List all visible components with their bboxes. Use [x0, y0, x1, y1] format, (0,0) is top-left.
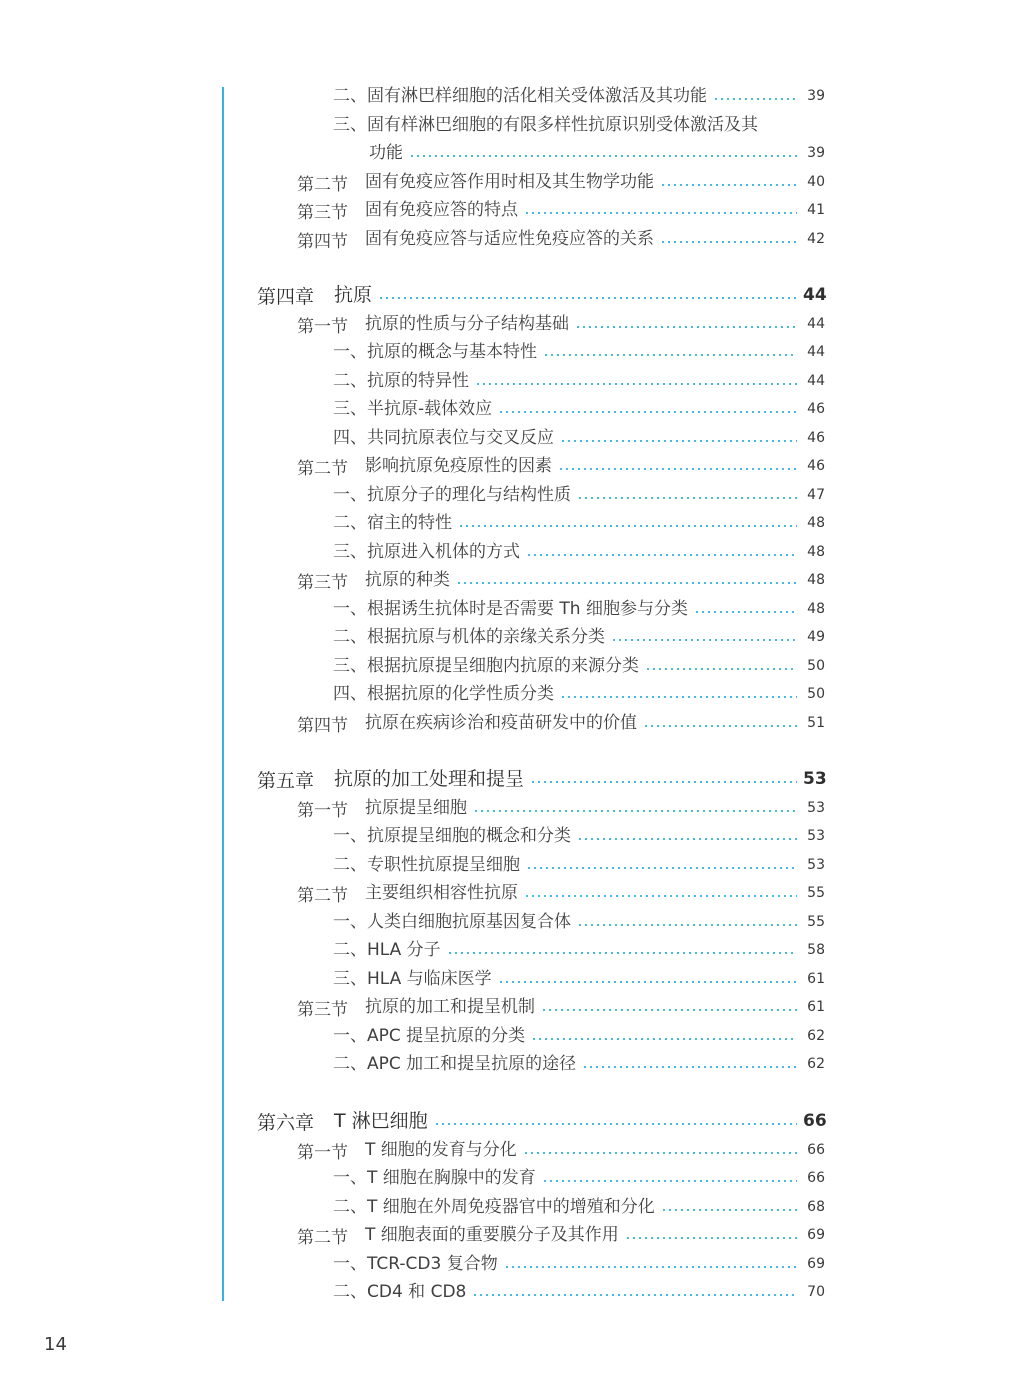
toc-page-number: 62: [807, 1056, 825, 1072]
toc-page-number: 44: [807, 344, 825, 360]
dot-leader: [541, 1009, 797, 1011]
toc-item[interactable]: [333, 82, 825, 110]
toc-page-number: 48: [807, 601, 825, 617]
toc-section[interactable]: [297, 1136, 825, 1164]
toc-item-label: 三、固有样淋巴细胞的有限多样性抗原识别受体激活及其: [333, 115, 758, 135]
toc-page-number: 50: [807, 686, 825, 702]
dot-leader: [660, 241, 797, 243]
toc-section[interactable]: [297, 196, 825, 224]
toc-page-number: 46: [807, 458, 825, 474]
toc-page-number: 48: [807, 572, 825, 588]
section-number: 第二节: [297, 458, 348, 479]
toc-item-label: 二、APC 加工和提呈抗原的途径: [333, 1054, 577, 1074]
toc-item-label: 二、固有淋巴样细胞的活化相关受体激活及其功能: [333, 86, 707, 106]
section-number: 第二节: [297, 885, 348, 906]
toc-page-number: 53: [803, 769, 827, 789]
toc-section[interactable]: [297, 168, 825, 196]
toc-item[interactable]: [333, 1250, 825, 1278]
dot-leader: [694, 611, 797, 613]
section-number: 第三节: [297, 999, 348, 1020]
toc-item[interactable]: [333, 965, 825, 993]
toc-item[interactable]: [333, 1022, 825, 1050]
dot-leader: [577, 924, 797, 926]
dot-leader: [524, 212, 797, 214]
dot-leader: [643, 725, 797, 727]
toc-page-number: 40: [807, 174, 825, 190]
toc-item[interactable]: [333, 367, 825, 395]
dot-leader: [458, 525, 797, 527]
toc-page-number: 66: [807, 1170, 825, 1186]
section-title: 影响抗原免疫原性的因素: [365, 456, 552, 476]
dot-leader: [660, 184, 797, 186]
dot-leader: [531, 1038, 797, 1040]
toc-page-number: 47: [807, 487, 825, 503]
dot-leader: [498, 411, 797, 413]
margin-rule: [222, 87, 224, 1301]
toc-chapter[interactable]: [257, 281, 825, 309]
toc-page-number: 49: [807, 629, 825, 645]
toc-section[interactable]: [297, 225, 825, 253]
chapter-title: 抗原的加工处理和提呈: [334, 768, 525, 790]
toc-section[interactable]: [297, 566, 825, 594]
toc-section[interactable]: [297, 993, 825, 1021]
chapter-number: 第五章: [257, 769, 315, 792]
toc-item-label: 二、HLA 分子: [333, 940, 441, 960]
toc-item-label: 一、抗原提呈细胞的概念和分类: [333, 826, 571, 846]
toc-item-label: 三、半抗原-载体效应: [333, 399, 493, 419]
toc-section[interactable]: [297, 1221, 825, 1249]
dot-leader: [560, 440, 797, 442]
chapter-title: 抗原: [334, 284, 373, 306]
toc-page-number: 53: [807, 800, 825, 816]
toc-item-label: 一、抗原的概念与基本特性: [333, 342, 537, 362]
section-title: 固有免疫应答与适应性免疫应答的关系: [365, 229, 654, 249]
toc-section[interactable]: [297, 879, 825, 907]
toc-item-label: 三、抗原进入机体的方式: [333, 542, 520, 562]
toc-item-label: 一、抗原分子的理化与结构性质: [333, 485, 571, 505]
toc-item[interactable]: [333, 652, 825, 680]
toc-page-number: 69: [807, 1256, 825, 1272]
toc-page-number: 61: [807, 971, 825, 987]
toc-item[interactable]: [333, 908, 825, 936]
toc-page-number: 39: [807, 145, 825, 161]
toc-item-label: 一、APC 提呈抗原的分类: [333, 1026, 526, 1046]
dot-leader: [575, 326, 797, 328]
toc-page-number: 44: [807, 316, 825, 332]
dot-leader: [713, 98, 797, 100]
toc-page-number: 70: [807, 1284, 825, 1300]
toc-page-number: 51: [807, 715, 825, 731]
dot-leader: [504, 1266, 797, 1268]
toc-chapter[interactable]: [257, 1107, 825, 1135]
toc-item-label: 四、根据抗原的化学性质分类: [333, 684, 554, 704]
toc-page-number: 66: [803, 1111, 827, 1131]
section-title: T 细胞表面的重要膜分子及其作用: [365, 1225, 619, 1245]
section-title: 固有免疫应答的特点: [365, 200, 518, 220]
toc-page-number: 50: [807, 658, 825, 674]
section-title: 抗原的性质与分子结构基础: [365, 314, 569, 334]
dot-leader: [625, 1237, 797, 1239]
dot-leader: [560, 696, 797, 698]
section-title: T 细胞的发育与分化: [365, 1140, 517, 1160]
chapter-title: T 淋巴细胞: [334, 1110, 428, 1132]
toc-item-label: 一、TCR-CD3 复合物: [333, 1254, 498, 1274]
toc-page-number: 53: [807, 857, 825, 873]
section-title: 抗原的种类: [365, 570, 450, 590]
dot-leader: [526, 554, 797, 556]
toc-item-label: 一、根据诱生抗体时是否需要 Th 细胞参与分类: [333, 599, 688, 619]
toc-page-number: 61: [807, 999, 825, 1015]
toc-section[interactable]: [297, 709, 825, 737]
toc-item[interactable]: [333, 481, 825, 509]
toc-page-number: 46: [807, 401, 825, 417]
toc-item[interactable]: [333, 623, 825, 651]
section-number: 第一节: [297, 316, 348, 337]
chapter-number: 第四章: [257, 285, 315, 308]
toc-chapter[interactable]: [257, 765, 825, 793]
toc-item[interactable]: [333, 1278, 825, 1306]
toc-item-label: 三、根据抗原提呈细胞内抗原的来源分类: [333, 656, 639, 676]
toc-item-label: 一、T 细胞在胸腺中的发育: [333, 1168, 536, 1188]
toc-item-label: 功能: [369, 143, 403, 163]
toc-item[interactable]: [333, 680, 825, 708]
dot-leader: [661, 1209, 797, 1211]
section-number: 第二节: [297, 1227, 348, 1248]
toc-item[interactable]: [333, 851, 825, 879]
toc-item-label: 二、CD4 和 CD8: [333, 1282, 467, 1302]
section-title: 抗原的加工和提呈机制: [365, 997, 535, 1017]
toc-page-number: 41: [807, 202, 825, 218]
toc-page-number: 48: [807, 544, 825, 560]
toc-page-number: 44: [807, 373, 825, 389]
toc-page-number: 68: [807, 1199, 825, 1215]
dot-leader: [472, 1294, 797, 1296]
toc-page-number: 44: [803, 285, 827, 305]
dot-leader: [475, 383, 797, 385]
section-number: 第四节: [297, 231, 348, 252]
toc-page-number: 42: [807, 231, 825, 247]
toc-item[interactable]: [333, 538, 825, 566]
dot-leader: [409, 155, 797, 157]
toc-item[interactable]: [333, 1164, 825, 1192]
dot-leader: [447, 952, 797, 954]
toc-item[interactable]: [333, 595, 825, 623]
dot-leader: [434, 1123, 797, 1125]
toc-section[interactable]: [297, 794, 825, 822]
toc-item-label: 二、抗原的特异性: [333, 371, 469, 391]
dot-leader: [543, 354, 797, 356]
dot-leader: [378, 297, 797, 299]
toc-item[interactable]: [333, 338, 825, 366]
toc-item-label: 二、T 细胞在外周免疫器官中的增殖和分化: [333, 1197, 655, 1217]
toc-page-number: 55: [807, 914, 825, 930]
section-number: 第三节: [297, 572, 348, 593]
toc-page-number: 39: [807, 88, 825, 104]
toc-item[interactable]: [333, 936, 825, 964]
toc-item[interactable]: [333, 111, 825, 139]
toc-page-number: 62: [807, 1028, 825, 1044]
section-number: 第一节: [297, 800, 348, 821]
toc-item[interactable]: [333, 1193, 825, 1221]
toc-page-number: 58: [807, 942, 825, 958]
toc-item-label: 二、宿主的特性: [333, 513, 452, 533]
toc-section[interactable]: [297, 310, 825, 338]
toc-item[interactable]: [333, 509, 825, 537]
toc-item-label: 四、共同抗原表位与交叉反应: [333, 428, 554, 448]
toc-item-label: 一、人类白细胞抗原基因复合体: [333, 912, 571, 932]
toc-page-number: 55: [807, 885, 825, 901]
toc-item-continuation[interactable]: [369, 139, 825, 167]
toc-page-number: 53: [807, 828, 825, 844]
toc-item[interactable]: [333, 822, 825, 850]
toc-item[interactable]: [333, 395, 825, 423]
section-title: 固有免疫应答作用时相及其生物学功能: [365, 172, 654, 192]
dot-leader: [498, 981, 797, 983]
dot-leader: [523, 1152, 797, 1154]
page-number: 14: [44, 1334, 67, 1355]
toc-item[interactable]: [333, 424, 825, 452]
toc-page-number: 48: [807, 515, 825, 531]
section-title: 抗原在疾病诊治和疫苗研发中的价值: [365, 713, 637, 733]
dot-leader: [473, 810, 797, 812]
toc-item-label: 二、专职性抗原提呈细胞: [333, 855, 520, 875]
toc-item[interactable]: [333, 1050, 825, 1078]
dot-leader: [542, 1180, 797, 1182]
chapter-number: 第六章: [257, 1111, 315, 1134]
dot-leader: [524, 895, 797, 897]
toc-item-label: 二、根据抗原与机体的亲缘关系分类: [333, 627, 605, 647]
section-number: 第四节: [297, 715, 348, 736]
section-number: 第三节: [297, 202, 348, 223]
dot-leader: [577, 838, 797, 840]
dot-leader: [456, 582, 797, 584]
section-title: 主要组织相容性抗原: [365, 883, 518, 903]
dot-leader: [611, 639, 797, 641]
dot-leader: [577, 497, 797, 499]
toc-page-number: 69: [807, 1227, 825, 1243]
dot-leader: [582, 1066, 797, 1068]
dot-leader: [645, 668, 797, 670]
toc-section[interactable]: [297, 452, 825, 480]
dot-leader: [530, 781, 797, 783]
dot-leader: [558, 468, 797, 470]
toc-item-label: 三、HLA 与临床医学: [333, 969, 492, 989]
section-number: 第二节: [297, 174, 348, 195]
section-title: 抗原提呈细胞: [365, 798, 467, 818]
section-number: 第一节: [297, 1142, 348, 1163]
toc-page-number: 66: [807, 1142, 825, 1158]
toc-page-number: 46: [807, 430, 825, 446]
dot-leader: [526, 867, 797, 869]
